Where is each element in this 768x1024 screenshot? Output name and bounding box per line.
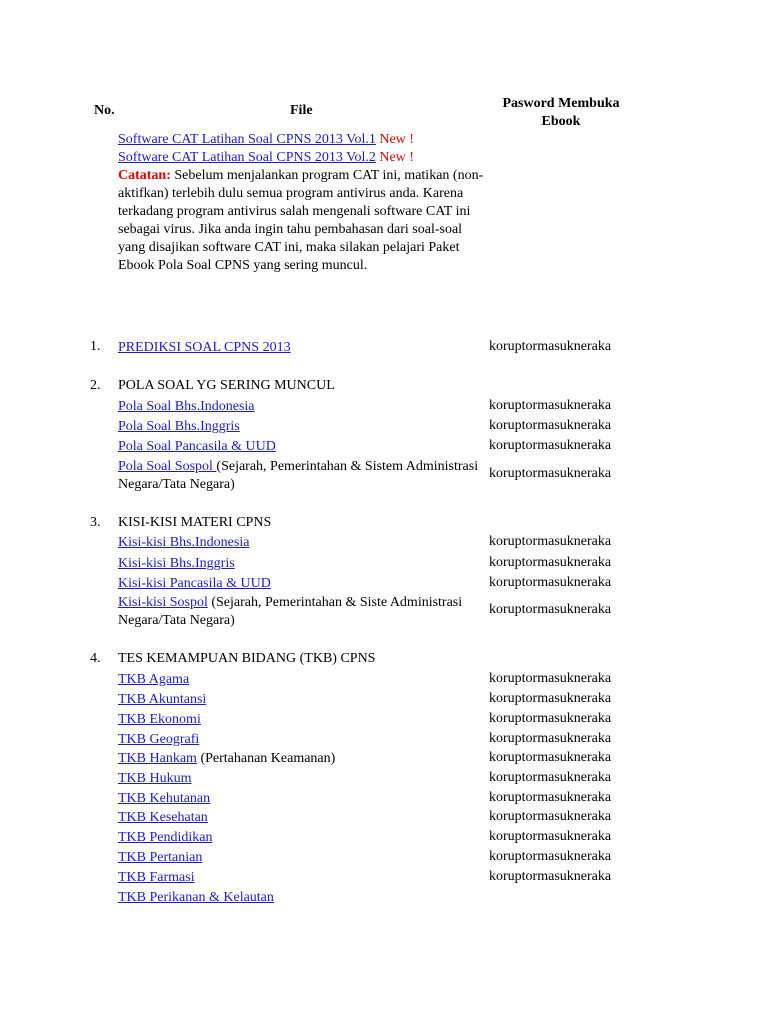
- ebook-link[interactable]: Pola Soal Bhs.Indonesia: [118, 399, 255, 414]
- list-item: [118, 770, 483, 788]
- ebook-link[interactable]: Pola Soal Sospol: [118, 459, 217, 474]
- section-title: KISI-KISI MATERI CPNS: [118, 515, 272, 530]
- ebook-link[interactable]: TKB Perikanan & Kelautan: [118, 890, 274, 905]
- ebook-link[interactable]: TKB Pertanian: [118, 850, 203, 865]
- password-text: koruptormasukneraka: [489, 691, 612, 706]
- password-text: koruptormasukneraka: [489, 869, 612, 884]
- list-item: [118, 575, 483, 593]
- list-item: [118, 750, 483, 768]
- ebook-link[interactable]: TKB Pendidikan: [118, 830, 213, 845]
- ebook-link[interactable]: TKB Hukum: [118, 771, 192, 786]
- list-item: [118, 691, 483, 709]
- password-text: koruptormasukneraka: [489, 750, 612, 765]
- list-item: [118, 555, 483, 573]
- password-text: koruptormasukneraka: [489, 731, 612, 746]
- password-text: koruptormasukneraka: [489, 438, 612, 453]
- item-description: (Sejarah, Pemerintahan & Siste Administrasi Negara/Tata Negara): [118, 595, 463, 628]
- ebook-link[interactable]: Kisi-kisi Bhs.Indonesia: [118, 535, 250, 550]
- password-text: koruptormasukneraka: [489, 790, 612, 805]
- password-text: koruptormasukneraka: [489, 575, 612, 590]
- ebook-link[interactable]: Pola Soal Bhs.Inggris: [118, 419, 240, 434]
- software-cat-vol2-link[interactable]: Software CAT Latihan Soal CPNS 2013 Vol.2: [118, 150, 376, 165]
- new-badge: New !: [379, 150, 414, 165]
- list-item: [118, 671, 483, 689]
- item-description: (Sejarah, Pemerintahan & Sistem Administrasi Negara/Tata Negara): [118, 459, 479, 492]
- password-text: koruptormasukneraka: [489, 809, 612, 824]
- list-item: [118, 869, 483, 887]
- prediksi-soal-link[interactable]: PREDIKSI SOAL CPNS 2013: [118, 340, 291, 355]
- ebook-link[interactable]: TKB Kehutanan: [118, 791, 211, 806]
- ebook-link[interactable]: TKB Agama: [118, 672, 190, 687]
- note: [118, 167, 488, 275]
- ebook-link[interactable]: TKB Hankam: [118, 751, 197, 766]
- password-text: koruptormasukneraka: [489, 555, 612, 570]
- password-text: koruptormasukneraka: [489, 398, 612, 413]
- list-item: [118, 809, 483, 827]
- column-header-file: File: [290, 103, 313, 118]
- password-text: koruptormasukneraka: [489, 829, 612, 844]
- section-title: POLA SOAL YG SERING MUNCUL: [118, 378, 335, 393]
- password-text: koruptormasukneraka: [489, 711, 612, 726]
- password-text: koruptormasukneraka: [489, 339, 612, 354]
- intro-block: [118, 131, 488, 275]
- password-text: koruptormasukneraka: [489, 849, 612, 864]
- section-title: TES KEMAMPUAN BIDANG (TKB) CPNS: [118, 651, 376, 666]
- password-text: koruptormasukneraka: [489, 418, 612, 433]
- list-item: [118, 790, 483, 808]
- list-item: [118, 849, 483, 867]
- item-description: (Pertahanan Keamanan): [196, 751, 336, 766]
- software-cat-vol1-link[interactable]: Software CAT Latihan Soal CPNS 2013 Vol.1: [118, 132, 376, 147]
- password-text: koruptormasukneraka: [489, 770, 612, 785]
- list-item: [118, 438, 483, 456]
- ebook-link[interactable]: TKB Kesehatan: [118, 810, 208, 825]
- password-text: koruptormasukneraka: [489, 671, 612, 686]
- note-text: Sebelum menjalankan program CAT ini, matikan (non-aktifkan) terlebih dulu semua program antivirus anda. Karena terkadang program antivirus salah mengenali software CAT ini sebagai virus. Jika anda ingin tahu pembahasan dari soal-soal yang disajikan software CAT ini, maka silakan pelajari Paket Ebook Pola Soal CPNS yang sering muncul.: [118, 168, 484, 273]
- ebook-link[interactable]: TKB Akuntansi: [118, 692, 207, 707]
- list-item: [118, 418, 483, 436]
- list-item: [118, 711, 483, 729]
- ebook-link[interactable]: Pola Soal Pancasila & UUD: [118, 439, 276, 454]
- password-text: koruptormasukneraka: [489, 602, 612, 617]
- ebook-link[interactable]: TKB Ekonomi: [118, 712, 201, 727]
- list-item: [118, 339, 483, 357]
- section-number: 2.: [90, 378, 101, 393]
- ebook-link[interactable]: Kisi-kisi Pancasila & UUD: [118, 576, 271, 591]
- column-header-password: Pasword Membuka Ebook: [502, 96, 620, 129]
- list-item: [118, 829, 483, 847]
- password-text: koruptormasukneraka: [489, 466, 612, 481]
- section-number: 1.: [90, 339, 101, 354]
- note-label: Catatan:: [118, 168, 171, 183]
- ebook-link[interactable]: TKB Geografi: [118, 732, 200, 747]
- section-number: 4.: [90, 651, 101, 666]
- ebook-link[interactable]: Kisi-kisi Bhs.Inggris: [118, 556, 235, 571]
- section-number: 3.: [90, 515, 101, 530]
- list-item: [118, 594, 483, 630]
- list-item: [118, 534, 483, 552]
- column-header-no: No.: [94, 103, 115, 118]
- ebook-link[interactable]: Kisi-kisi Sospol: [118, 595, 208, 610]
- ebook-link[interactable]: TKB Farmasi: [118, 870, 195, 885]
- new-badge: New !: [379, 132, 414, 147]
- list-item: [118, 458, 483, 494]
- list-item: [118, 398, 483, 416]
- list-item: [118, 889, 483, 907]
- list-item: [118, 731, 483, 749]
- password-text: koruptormasukneraka: [489, 534, 612, 549]
